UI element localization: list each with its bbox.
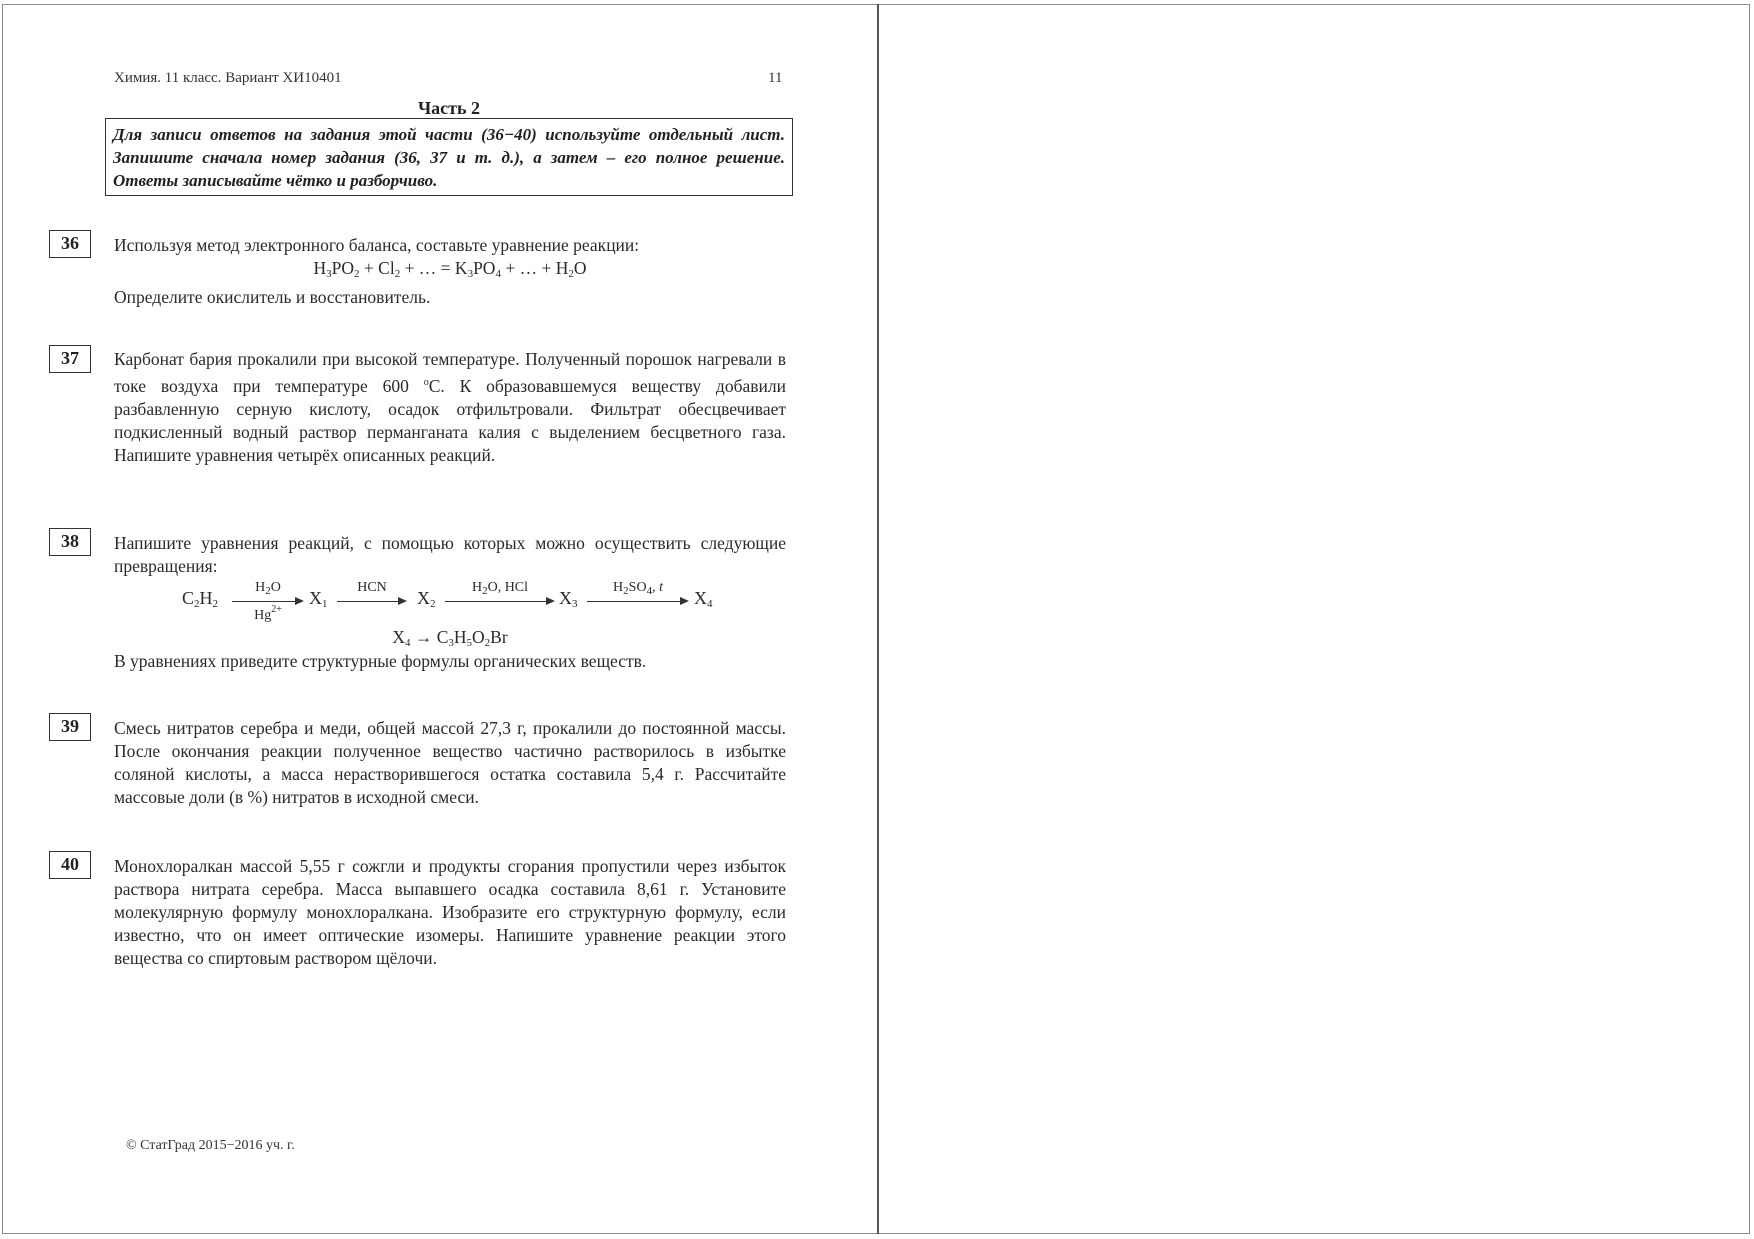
- chain-x2: $X_2$: [417, 588, 436, 610]
- task-36-line2: Определите окислитель и восстановитель.: [114, 287, 431, 307]
- task-number-37: 37: [49, 345, 91, 373]
- part-title: Часть 2: [417, 98, 481, 118]
- copyright: © СтатГрад 2015−2016 уч. г.: [126, 1138, 295, 1153]
- chain-start: $C_2H_2$: [182, 588, 219, 610]
- task-number-39: 39: [49, 713, 91, 741]
- instructions-box: Для записи ответов на задания этой части (36−40) используйте отдельный лист. Запишите сначала номер задания (36, 37 и т. д.), а затем – его полное решение. Ответы записывайте чётко и разборчиво.: [105, 118, 793, 196]
- task-36-equation: $H_3PO_2 + Cl_2$ + … = $K_3PO_4$ + … + $H_2O$: [313, 258, 587, 280]
- task-number-36: 36: [49, 230, 91, 258]
- page-number: 11: [768, 70, 783, 86]
- task-number-38: 38: [49, 528, 91, 556]
- chain-x3: $X_3$: [559, 588, 578, 610]
- task-36: [114, 234, 786, 309]
- task-38-last-step: $X_4 \to C_3H_5O_2Br$: [392, 627, 508, 649]
- chain-x1: $X_1$: [309, 588, 328, 610]
- task-36-line1: Используя метод электронного баланса, составьте уравнение реакции:: [114, 235, 640, 255]
- task-38-outro: В уравнениях приведите структурные формулы органических веществ.: [114, 651, 647, 671]
- page-divider: [877, 4, 879, 1234]
- task-38-intro: Напишите уравнения реакций, с помощью которых можно осуществить следующие превращения:: [114, 533, 786, 576]
- task-37: Карбонат бария прокалили при высокой температуре. Полученный порошок нагревали в токе воздуха при температуре 600 $^o$С. К образовавшемуся веществу добавили разбавленную серную кислоту, осадок отфильтровали. Фильтрат обесцвечивает подкисленный водный раствор перманганата калия с выделением бесцветного газа. Напишите уравнения четырёх описанных реакций.: [114, 349, 786, 465]
- task-39: Смесь нитратов серебра и меди, общей массой 27,3 г, прокалили до постоянной массы. После окончания реакции полученное вещество частично растворилось в избытке соляной кислоты, а масса нерастворившегося остатка составила 5,4 г. Рассчитайте массовые доли (в %) нитратов в исходной смеси.: [114, 718, 786, 807]
- task-40: Монохлоралкан массой 5,55 г сожгли и продукты сгорания пропустили через избыток раствора нитрата серебра. Масса выпавшего осадка составила 8,61 г. Установите молекулярную формулу монохлоралкана. Изобразите его структурную формулу, если известно, что он имеет оптические изомеры. Напишите уравнение реакции этого вещества со спиртовым раствором щёлочи.: [114, 856, 786, 968]
- running-header: Химия. 11 класс. Вариант ХИ10401: [114, 70, 342, 86]
- transformation-chain: $C_2H_2$ $H_2O$ $Hg^{2+}$ $X_1$ HCN $X_2$ $H_2O$, HCl $X_3$ $H_2SO_4$, t $X_4$: [182, 580, 713, 623]
- chain-x4: $X_4$: [694, 588, 713, 610]
- task-number-40: 40: [49, 851, 91, 879]
